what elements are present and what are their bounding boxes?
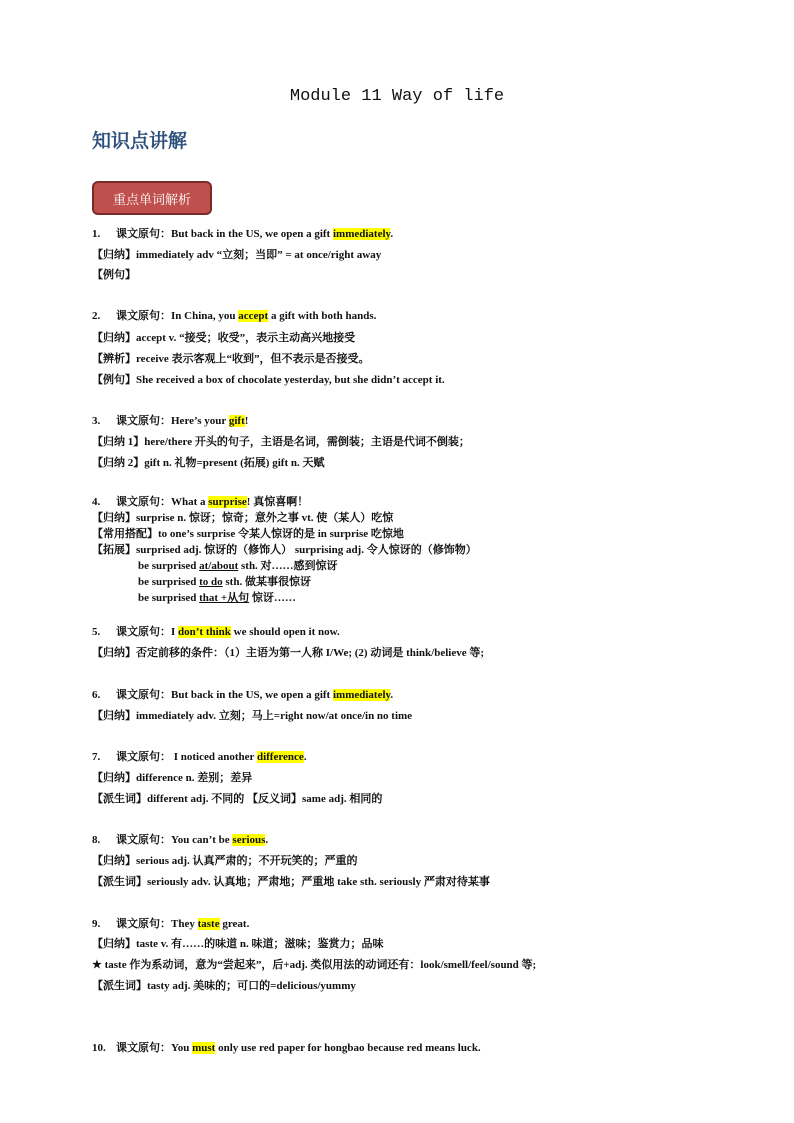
item-10-sentence: 10. 课文原句：You must only use red paper for hongbao because red means luck. [92, 1042, 481, 1054]
item-6-note: 【归纳】immediately adv. 立刻；马上=right now/at once/in no time [92, 710, 413, 722]
item-7-derivative: 【派生词】different adj. 不同的 【反义词】same adj. 相同的 [92, 793, 383, 805]
item-3-sentence: 3. 课文原句：Here’s your gift! [92, 415, 249, 427]
item-9-linking-verb-note: ★ taste 作为系动词，意为“尝起来”，后+adj. 类似用法的动词还有：look/smell/feel/sound 等; [92, 959, 537, 971]
item-5-sentence: 5. 课文原句：I don’t think we should open it now. [92, 626, 340, 638]
item-1-sentence: 1. 课文原句：But back in the US, we open a gift immediately. [92, 228, 394, 240]
item-7-sentence: 7. 课文原句： I noticed another difference. [92, 751, 307, 763]
item-6-sentence: 6. 课文原句：But back in the US, we open a gift immediately. [92, 689, 394, 701]
item-4-note: 【归纳】surprise n. 惊讶；惊奇；意外之事 vt. 使（某人）吃惊 [92, 512, 394, 524]
section-heading: 知识点讲解 [92, 130, 188, 152]
item-1-note: 【归纳】immediately adv “立刻；当即” = at once/right away [92, 249, 382, 261]
item-9-derivative: 【派生词】tasty adj. 美味的；可口的=delicious/yummy [92, 980, 356, 992]
item-5-note: 【归纳】否定前移的条件：（1）主语为第一人称 I/We; (2) 动词是 think/believe 等; [92, 647, 485, 659]
item-9-note: 【归纳】taste v. 有……的味道 n. 味道；滋味；鉴赏力；品味 [92, 938, 384, 950]
item-3-note-2: 【归纳 2】gift n. 礼物=present (拓展) gift n. 天赋 [92, 457, 325, 469]
item-4-extension: 【拓展】surprised adj. 惊讶的（修饰人） surprising adj. 令人惊讶的（修饰物） [92, 544, 477, 556]
item-4-sentence: 4. 课文原句：What a surprise! 真惊喜啊！ [92, 496, 309, 508]
item-2-note: 【归纳】accept v. “接受；收受”，表示主动高兴地接受 [92, 332, 356, 344]
item-2-analysis: 【辨析】receive 表示客观上“收到”，但不表示是否接受。 [92, 353, 370, 365]
item-7-note: 【归纳】difference n. 差别；差异 [92, 772, 253, 784]
item-1-example: 【例句】 [92, 269, 136, 281]
item-4-phrase-1: be surprised at/about sth. 对……感到惊讶 [138, 560, 338, 572]
item-2-sentence: 2. 课文原句：In China, you accept a gift with both hands. [92, 310, 377, 322]
item-8-derivative: 【派生词】seriously adv. 认真地；严肃地；严重地 take sth. seriously 严肃对待某事 [92, 876, 490, 888]
item-4-phrase-2: be surprised to do sth. 做某事很惊讶 [138, 576, 311, 588]
item-3-note-1: 【归纳 1】here/there 开头的句子，主语是名词，需倒装；主语是代词不倒装； [92, 436, 470, 448]
item-2-example: 【例句】She received a box of chocolate yesterday, but she didn’t accept it. [92, 374, 445, 386]
item-8-sentence: 8. 课文原句：You can’t be serious. [92, 834, 269, 846]
item-8-note: 【归纳】serious adj. 认真严肃的；不开玩笑的；严重的 [92, 855, 358, 867]
item-9-sentence: 9. 课文原句：They taste great. [92, 918, 250, 930]
topic-badge: 重点单词解析 [92, 181, 212, 215]
item-4-collocation: 【常用搭配】to one’s surprise 令某人惊讶的是 in surprise 吃惊地 [92, 528, 404, 540]
item-4-phrase-3: be surprised that +从句 惊讶…… [138, 592, 296, 604]
page-title: Module 11 Way of life [289, 87, 505, 106]
